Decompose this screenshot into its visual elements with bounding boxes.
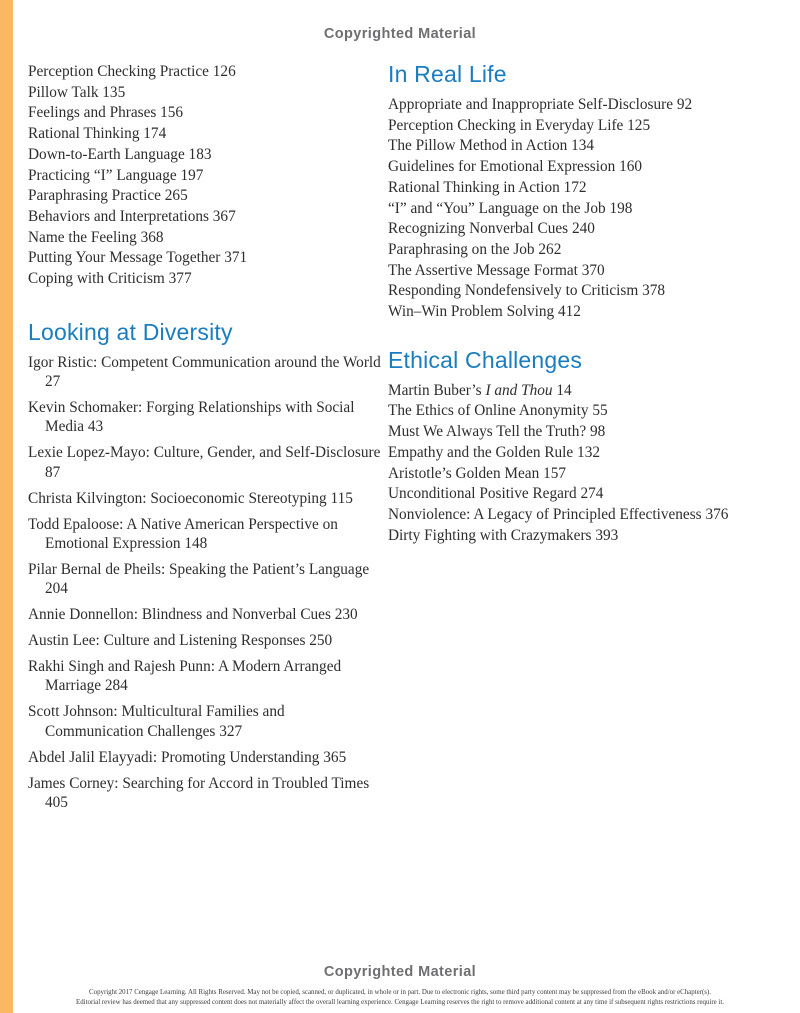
toc-entry: Recognizing Nonverbal Cues 240: [388, 220, 595, 238]
copyright-fine-print-line2: Editorial review has deemed that any suppressed content does not materially affect the overall learning experience. Cengage Learning reserves the right to remove additional content at any time if subsequent rights restrictions require it.: [76, 998, 724, 1006]
toc-entry: Dirty Fighting with Crazymakers 393: [388, 526, 619, 544]
toc-entry: The Pillow Method in Action 134: [388, 137, 595, 155]
toc-entry: Practicing “I” Language 197: [28, 166, 204, 184]
toc-entry: Aristotle’s Golden Mean 157: [388, 464, 567, 482]
toc-entry: Christa Kilvington: Socioeconomic Stereotyping 115: [28, 489, 353, 507]
ethical-challenges-heading: Ethical Challenges: [388, 346, 583, 373]
toc-entry: Pillow Talk 135: [28, 83, 126, 101]
toc-right-column: [388, 62, 790, 546]
toc-entry: Igor Ristic: Competent Communication around the World 27: [28, 353, 381, 391]
exercise-entry-list: [28, 62, 386, 290]
toc-entry: Must We Always Tell the Truth? 98: [388, 423, 606, 441]
toc-entry: Perception Checking in Everyday Life 125: [388, 116, 651, 134]
looking-at-diversity-list: [28, 353, 386, 813]
copyright-fine-print-line1: Copyright 2017 Cengage Learning. All Rights Reserved. May not be copied, scanned, or duplicated, in whole or in part. Due to electronic rights, some third party content may be suppressed from the eBook and/or eChapter(s).: [89, 989, 711, 996]
toc-entry: Paraphrasing on the Job 262: [388, 240, 562, 258]
toc-entry: Martin Buber’s I and Thou 14: [388, 381, 572, 399]
toc-entry: Guidelines for Emotional Expression 160: [388, 158, 643, 176]
toc-entry: Win–Win Problem Solving 412: [388, 303, 581, 321]
toc-entry: Unconditional Positive Regard 274: [388, 485, 604, 503]
toc-entry: Rational Thinking 174: [28, 125, 167, 143]
toc-entry: “I” and “You” Language on the Job 198: [388, 199, 633, 217]
toc-entry: The Ethics of Online Anonymity 55: [388, 402, 608, 420]
copyrighted-material-banner-bottom: Copyrighted Material: [323, 964, 477, 980]
toc-entry: Lexie Lopez-Mayo: Culture, Gender, and Self-Disclosure 87: [28, 444, 381, 481]
toc-entry: Appropriate and Inappropriate Self-Disclosure 92: [388, 96, 693, 113]
toc-entry: Responding Nondefensively to Criticism 378: [388, 282, 666, 300]
toc-entry: Coping with Criticism 377: [28, 270, 192, 288]
toc-entry: Putting Your Message Together 371: [28, 249, 248, 267]
toc-entry: Down-to-Earth Language 183: [28, 145, 212, 163]
toc-entry: Rational Thinking in Action 172: [388, 178, 587, 196]
copyright-fine-print: [0, 988, 800, 1007]
toc-entry: Empathy and the Golden Rule 132: [388, 443, 600, 461]
toc-entry: Scott Johnson: Multicultural Families and Communication Challenges 327: [28, 703, 285, 740]
toc-entry: Name the Feeling 368: [28, 228, 164, 246]
toc-entry: Pilar Bernal de Pheils: Speaking the Patient’s Language 204: [28, 560, 370, 598]
in-real-life-list: [388, 95, 790, 323]
toc-entry: Rakhi Singh and Rajesh Punn: A Modern Arranged Marriage 284: [28, 658, 342, 695]
toc-entry: James Corney: Searching for Accord in Troubled Times 405: [28, 774, 370, 811]
toc-entry: Annie Donnellon: Blindness and Nonverbal Cues 230: [28, 606, 358, 624]
toc-entry: Kevin Schomaker: Forging Relationships with Social Media 43: [28, 399, 355, 436]
copyrighted-material-banner-top: Copyrighted Material: [323, 26, 477, 42]
toc-entry: Paraphrasing Practice 265: [28, 187, 188, 205]
page-edge-accent-bar: [0, 0, 13, 1013]
in-real-life-heading: In Real Life: [388, 61, 507, 87]
toc-entry: Abdel Jalil Elayyadi: Promoting Understanding 365: [28, 748, 347, 766]
toc-entry: Behaviors and Interpretations 367: [28, 207, 236, 225]
toc-entry: Feelings and Phrases 156: [28, 104, 184, 122]
toc-left-column: [28, 62, 386, 819]
toc-entry: The Assertive Message Format 370: [388, 261, 605, 279]
toc-entry: Todd Epaloose: A Native American Perspective on Emotional Expression 148: [28, 515, 338, 552]
looking-at-diversity-heading: Looking at Diversity: [28, 318, 233, 345]
toc-columns: [28, 62, 794, 819]
toc-entry: Austin Lee: Culture and Listening Responses 250: [28, 632, 333, 650]
toc-entry: Perception Checking Practice 126: [28, 63, 236, 80]
ethical-challenges-list: [388, 381, 790, 547]
toc-entry: Nonviolence: A Legacy of Principled Effectiveness 376: [388, 505, 729, 523]
